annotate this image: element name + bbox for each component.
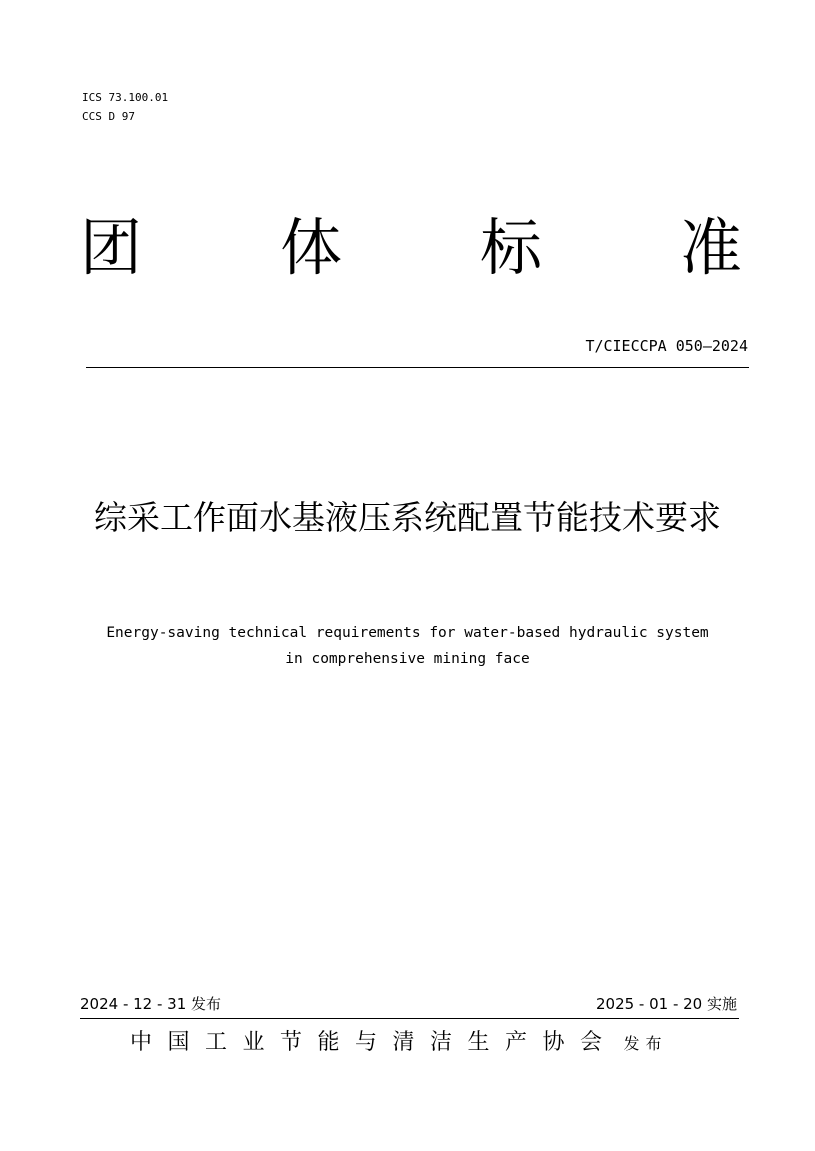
implementation-date: 2025 - 01 - 20 实施: [595, 995, 737, 1013]
en-title-line-1: Energy-saving technical requirements for water-based hydraulic system: [106, 625, 709, 641]
bottom-divider: [80, 1018, 739, 1019]
en-title-line-2: in comprehensive mining face: [285, 651, 530, 667]
standard-number: T/CIECCPA 050—2024: [585, 337, 748, 355]
standard-category-title: [80, 208, 742, 288]
document-title-zh: 综采工作面水基液压系统配置节能技术要求: [94, 498, 721, 537]
publisher: [130, 1028, 695, 1059]
issue-date: 2024 - 12 - 31 发布: [80, 995, 222, 1013]
ics-code: ICS 73.100.01: [82, 91, 169, 104]
category-char-4: 准: [679, 211, 742, 284]
category-char-3: 标: [479, 211, 542, 284]
publisher-name: 中国工业节能与清洁生产协会: [130, 1030, 618, 1055]
category-char-1: 团: [80, 211, 143, 284]
category-char-2: 体: [279, 211, 342, 284]
publisher-suffix: 发布: [623, 1034, 668, 1053]
ccs-code: CCS D 97: [82, 110, 135, 123]
top-divider: [86, 367, 749, 368]
document-title-en: [60, 620, 755, 672]
classification-codes: [82, 88, 168, 126]
